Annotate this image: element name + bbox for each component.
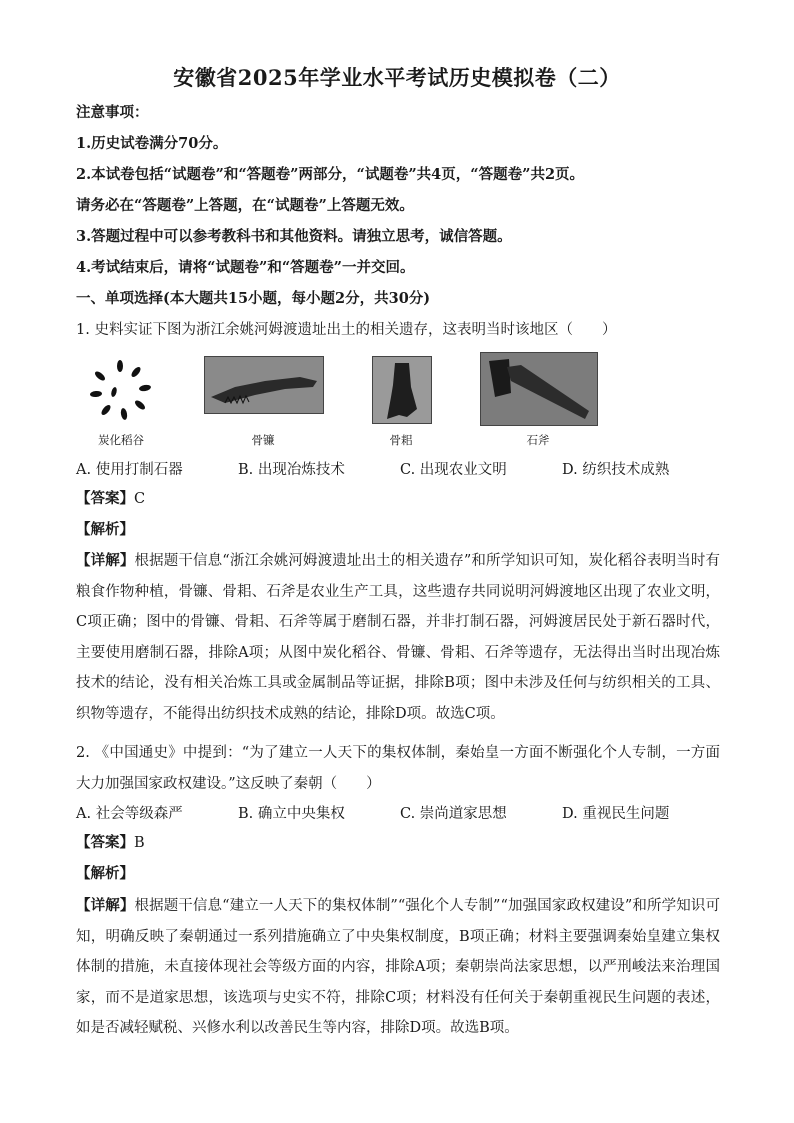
question-2-analysis-label: 【解析】 (76, 865, 134, 882)
notice-item: 4.考试结束后，请将“试题卷”和“答题卷”一并交回。 (76, 259, 415, 276)
option-c: C. 崇尚道家思想 (400, 806, 507, 822)
option-b: B. 确立中央集权 (238, 806, 345, 822)
question-1-stem: 1. 史料实证下图为浙江余姚河姆渡遗址出土的相关遗存，这表明当时该地区（ ） (76, 322, 617, 338)
figure-caption: 炭化稻谷 (98, 433, 144, 447)
section-heading: 一、单项选择(本大题共15小题，每小题2分，共30分) (76, 290, 431, 307)
figure-caption: 骨耜 (389, 433, 413, 447)
figure-stone-axe (480, 352, 600, 452)
bone-spade-image (372, 356, 432, 424)
question-1-analysis-label: 【解析】 (76, 521, 134, 538)
figure-caption: 石斧 (526, 433, 550, 447)
detail-text: 根据题干信息“建立一人天下的集权体制”“强化个人专制”“加强国家政权建设”和所学知识可知，明确反映了秦朝通过一系列措施确立了中央集权制度，B项正确；材料主要强调秦始皇建立集权体制的措施，未直接体现社会等级方面的内容，排除A项；秦朝崇尚法家思想，以严刑峻法来治理国家，而不是道家思想，该选项与史实不符，排除C项；材料没有任何关于秦朝重视民生问题的表述，如是否减轻赋税、兴修水利以改善民生等内容，排除D项。故选B项。 (76, 898, 721, 1036)
detail-label: 【详解】 (76, 552, 135, 569)
question-1-options (76, 458, 726, 478)
detail-label: 【详解】 (76, 897, 135, 914)
option-d: D. 纺织技术成熟 (562, 462, 670, 478)
question-1-answer (76, 489, 726, 509)
question-1-detail (76, 546, 720, 729)
notice-item: 2.本试卷包括“试题卷”和“答题卷”两部分，“试题卷”共4页，“答题卷”共2页。 (76, 166, 585, 183)
question-1-figures (76, 352, 606, 452)
notice-item: 3.答题过程中可以参考教科书和其他资料。请独立思考，诚信答题。 (76, 228, 512, 245)
figure-caption: 骨镰 (251, 433, 275, 447)
notice-item: 请务必在“答题卷”上答题，在“试题卷”上答题无效。 (76, 197, 414, 214)
answer-value: C (134, 491, 146, 507)
answer-label: 【答案】 (76, 834, 134, 851)
figure-bone-sickle (204, 352, 324, 452)
stone-axe-image (480, 352, 598, 426)
detail-text: 根据题干信息“浙江余姚河姆渡遗址出土的相关遗存”和所学知识可知，炭化稻谷表明当时有粮食作物种植，骨镰、骨耜、石斧是农业生产工具，这些遗存共同说明河姆渡地区出现了农业文明，C项正确；图中的骨镰、骨耜、石斧等属于磨制石器，并非打制石器，河姆渡居民处于新石器时代，主要使用磨制石器，排除A项；从图中炭化稻谷、骨镰、骨耜、石斧等遗存，无法得出当时出现冶炼技术的结论，没有相关冶炼工具或金属制品等证据，排除B项；图中未涉及任何与纺织相关的工具、织物等遗存，不能得出纺织技术成熟的结论，排除D项。故选C项。 (76, 553, 720, 722)
option-a: A. 使用打制石器 (76, 462, 183, 478)
answer-label: 【答案】 (76, 490, 134, 507)
bone-sickle-image (204, 356, 324, 414)
figure-charred-rice (76, 352, 166, 452)
option-d: D. 重视民生问题 (562, 806, 670, 822)
question-2-stem: 2. 《中国通史》中提到：“为了建立一人天下的集权体制，秦始皇一方面不断强化个人专制，一方面大力加强国家政权建设。”这反映了秦朝（ ） (76, 745, 720, 792)
notice-item: 1.历史试卷满分70分。 (76, 135, 228, 152)
option-b: B. 出现冶炼技术 (238, 462, 345, 478)
notice-heading: 注意事项： (76, 104, 149, 121)
option-a: A. 社会等级森严 (76, 806, 183, 822)
question-2-options (76, 802, 726, 822)
page-title: 安徽省2025年学业水平考试历史模拟卷（二） (173, 65, 621, 90)
figure-bone-spade (372, 352, 432, 452)
answer-value: B (134, 835, 145, 851)
question-2-detail (76, 891, 720, 1044)
option-c: C. 出现农业文明 (400, 462, 507, 478)
charred-rice-image (76, 352, 166, 432)
question-2-answer (76, 833, 726, 853)
